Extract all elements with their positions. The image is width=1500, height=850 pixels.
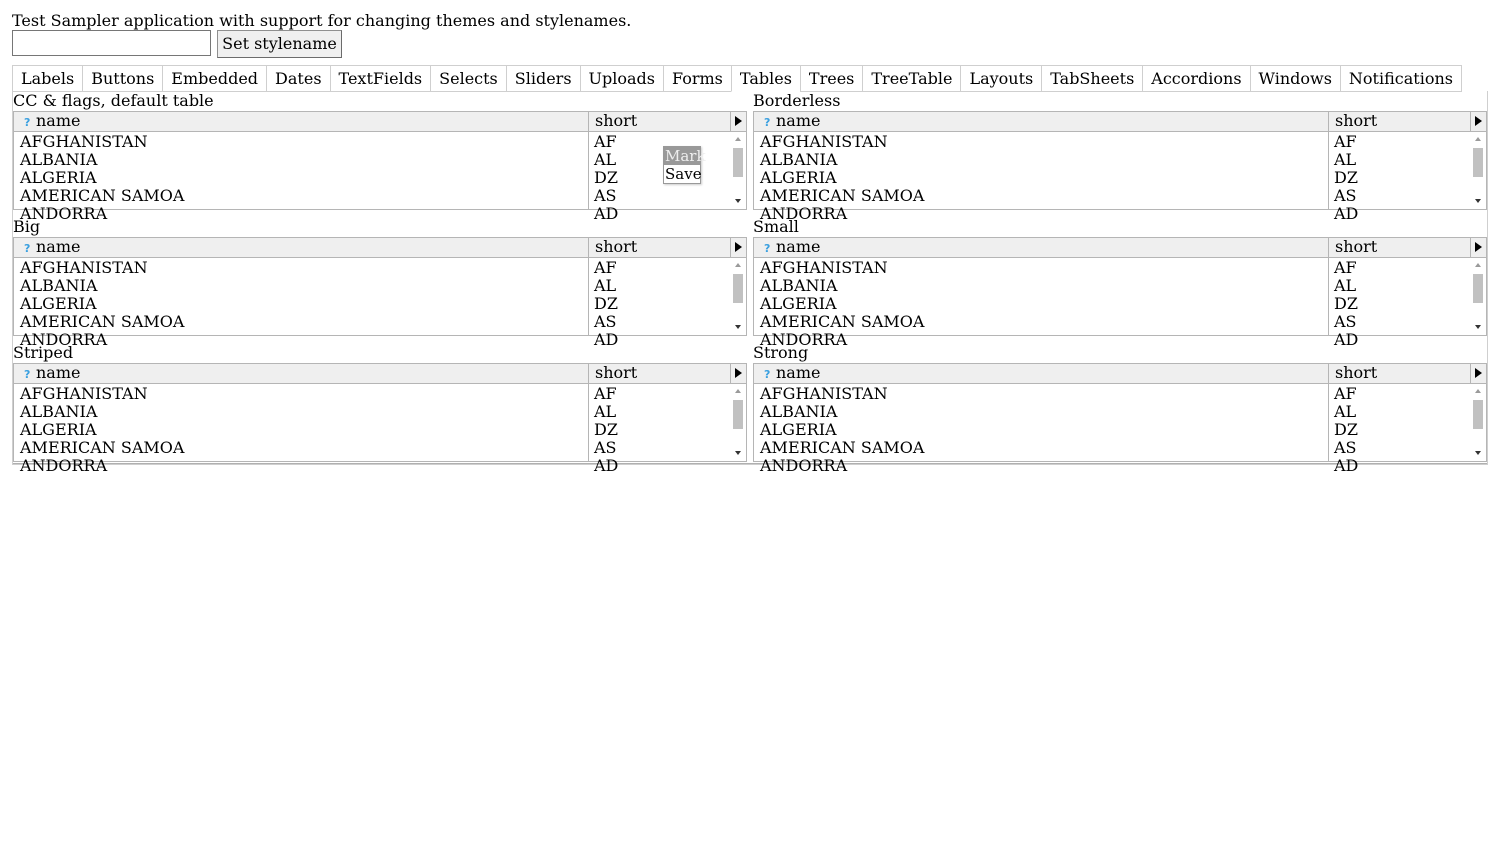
table-row[interactable]: [754, 439, 1454, 457]
table-row[interactable]: [754, 133, 1454, 151]
cell-short: DZ: [1334, 294, 1358, 313]
table-row[interactable]: [14, 151, 714, 169]
stylename-input[interactable]: [12, 30, 211, 56]
tab-buttons[interactable]: Buttons: [82, 66, 162, 92]
vertical-scrollbar[interactable]: [730, 132, 746, 209]
cell-name: ANDORRA: [20, 456, 108, 475]
tables-tab-content: [12, 91, 1488, 475]
table-panel-small: [753, 217, 1487, 349]
tab-tabsheets[interactable]: TabSheets: [1041, 66, 1142, 92]
table-row[interactable]: [14, 421, 714, 439]
cell-short: AF: [1334, 132, 1357, 151]
cell-short: AF: [1334, 258, 1357, 277]
help-icon[interactable]: ?: [24, 116, 31, 129]
table-small: [753, 237, 1487, 349]
context-menu: [663, 146, 706, 184]
column-header-name[interactable]: [754, 364, 1328, 383]
cell-name: AFGHANISTAN: [20, 384, 148, 403]
tab-tables[interactable]: Tables: [731, 66, 800, 92]
column-collapse-button[interactable]: [1470, 364, 1486, 383]
cell-short: AS: [594, 186, 617, 205]
scroll-up-arrow-icon[interactable]: [735, 389, 741, 393]
table-title: Big: [13, 217, 41, 236]
help-icon[interactable]: ?: [764, 116, 771, 129]
cell-name: AFGHANISTAN: [760, 384, 888, 403]
column-header-short[interactable]: short: [588, 112, 730, 131]
cell-name: ALBANIA: [760, 402, 838, 421]
vertical-scrollbar[interactable]: [1470, 258, 1486, 335]
cell-short: AD: [1334, 456, 1359, 475]
tab-bar: [12, 65, 1462, 92]
vertical-scrollbar[interactable]: [1470, 384, 1486, 461]
cell-name: ALGERIA: [20, 420, 97, 439]
table-header: [754, 112, 1486, 132]
triangle-right-icon: [1475, 116, 1482, 126]
cell-name: ALBANIA: [20, 276, 98, 295]
table-title: CC & flags, default table: [13, 91, 214, 110]
tab-dates[interactable]: Dates: [266, 66, 329, 92]
column-collapse-button[interactable]: [730, 238, 746, 257]
column-collapse-button[interactable]: [730, 364, 746, 383]
help-icon[interactable]: ?: [24, 368, 31, 381]
table-body: [14, 258, 730, 349]
scrollbar-thumb[interactable]: [1473, 400, 1483, 429]
cell-name: ANDORRA: [20, 204, 108, 223]
cell-name: ALBANIA: [20, 150, 98, 169]
column-header-name[interactable]: [14, 238, 588, 257]
cell-short: AS: [594, 312, 617, 331]
table-row[interactable]: [754, 187, 1454, 205]
scroll-up-arrow-icon[interactable]: [735, 137, 741, 141]
scroll-down-arrow-icon[interactable]: [1475, 325, 1481, 329]
scroll-up-arrow-icon[interactable]: [1475, 389, 1481, 393]
table-row[interactable]: [754, 295, 1454, 313]
table-row[interactable]: [14, 187, 714, 205]
column-header-name-label: name: [36, 363, 81, 382]
context-menu-item-mark[interactable]: Mark: [665, 147, 706, 165]
table-header: [754, 364, 1486, 384]
table-body: [14, 384, 730, 475]
cell-short: AF: [594, 132, 617, 151]
column-header-short[interactable]: short: [588, 238, 730, 257]
column-header-name-label: name: [776, 111, 821, 130]
cell-name: ANDORRA: [20, 330, 108, 349]
tab-embedded[interactable]: Embedded: [162, 66, 266, 92]
cell-short: AD: [1334, 330, 1359, 349]
table-title: Striped: [13, 343, 74, 362]
table-strong: [753, 363, 1487, 475]
triangle-right-icon: [735, 116, 742, 126]
table-row[interactable]: [14, 457, 714, 475]
scrollbar-thumb[interactable]: [1473, 148, 1483, 177]
table-borderless: [753, 111, 1487, 223]
help-icon[interactable]: ?: [24, 242, 31, 255]
table-header: [14, 112, 746, 132]
scroll-up-arrow-icon[interactable]: [1475, 263, 1481, 267]
tab-windows[interactable]: Windows: [1250, 66, 1340, 92]
table-row[interactable]: [14, 259, 714, 277]
table-row[interactable]: [14, 295, 714, 313]
set-stylename-button[interactable]: Set stylename: [217, 30, 342, 58]
tab-treetable[interactable]: TreeTable: [862, 66, 960, 92]
tab-forms[interactable]: Forms: [663, 66, 731, 92]
cell-short: AD: [594, 456, 619, 475]
table-panel-borderless: [753, 91, 1487, 223]
cell-short: AS: [594, 438, 617, 457]
column-header-short[interactable]: short: [1328, 364, 1470, 383]
cell-short: DZ: [594, 168, 618, 187]
triangle-right-icon: [735, 368, 742, 378]
cell-name: AMERICAN SAMOA: [760, 312, 925, 331]
table-row[interactable]: [754, 151, 1454, 169]
table-panel-cc-flags: [13, 91, 747, 223]
cell-name: ANDORRA: [760, 204, 848, 223]
table-body: [14, 132, 730, 223]
scroll-down-arrow-icon[interactable]: [735, 199, 741, 203]
tab-layouts[interactable]: Layouts: [960, 66, 1041, 92]
cell-short: DZ: [594, 294, 618, 313]
table-row[interactable]: [14, 403, 714, 421]
table-panel-strong: [753, 343, 1487, 475]
scroll-down-arrow-icon[interactable]: [735, 451, 741, 455]
cell-short: AL: [594, 150, 617, 169]
tab-textfields[interactable]: TextFields: [330, 66, 431, 92]
tab-sliders[interactable]: Sliders: [506, 66, 580, 92]
help-icon[interactable]: ?: [764, 242, 771, 255]
scroll-down-arrow-icon[interactable]: [1475, 199, 1481, 203]
table-row[interactable]: [14, 439, 714, 457]
cell-short: AL: [594, 276, 617, 295]
context-menu-item-save[interactable]: Save: [665, 165, 702, 183]
cell-short: AD: [1334, 204, 1359, 223]
cell-name: ALGERIA: [760, 294, 837, 313]
cell-name: AFGHANISTAN: [20, 132, 148, 151]
column-header-name[interactable]: [754, 112, 1328, 131]
table-row[interactable]: [14, 385, 714, 403]
column-collapse-button[interactable]: [1470, 238, 1486, 257]
tab-selects[interactable]: Selects: [430, 66, 506, 92]
cell-short: AD: [594, 330, 619, 349]
cell-name: AMERICAN SAMOA: [20, 186, 185, 205]
triangle-right-icon: [735, 242, 742, 252]
table-row[interactable]: [754, 313, 1454, 331]
cell-short: AS: [1334, 186, 1357, 205]
column-header-short[interactable]: short: [1328, 238, 1470, 257]
cell-name: AMERICAN SAMOA: [20, 438, 185, 457]
scrollbar-thumb[interactable]: [733, 148, 743, 177]
vertical-scrollbar[interactable]: [1470, 132, 1486, 209]
table-panel-big: [13, 217, 747, 349]
table-header: [14, 364, 746, 384]
cell-short: AF: [1334, 384, 1357, 403]
cell-name: ANDORRA: [760, 330, 848, 349]
tab-trees[interactable]: Trees: [800, 66, 862, 92]
cell-short: AL: [1334, 150, 1357, 169]
cell-name: ALGERIA: [20, 294, 97, 313]
cell-short: AS: [1334, 438, 1357, 457]
table-header: [14, 238, 746, 258]
vertical-scrollbar[interactable]: [730, 384, 746, 461]
cell-short: DZ: [1334, 168, 1358, 187]
table-row[interactable]: [754, 169, 1454, 187]
cell-short: AL: [594, 402, 617, 421]
column-collapse-button[interactable]: [1470, 112, 1486, 131]
table-row[interactable]: [14, 313, 714, 331]
help-icon[interactable]: ?: [764, 368, 771, 381]
cell-name: AMERICAN SAMOA: [760, 186, 925, 205]
table-row[interactable]: [754, 259, 1454, 277]
column-header-name[interactable]: [754, 238, 1328, 257]
table-row[interactable]: [14, 277, 714, 295]
table-row[interactable]: [754, 385, 1454, 403]
cell-name: ALGERIA: [20, 168, 97, 187]
cell-name: ALGERIA: [760, 420, 837, 439]
cell-short: AL: [1334, 276, 1357, 295]
scroll-up-arrow-icon[interactable]: [1475, 137, 1481, 141]
scrollbar-thumb[interactable]: [1473, 274, 1483, 303]
cell-name: AMERICAN SAMOA: [20, 312, 185, 331]
tab-accordions[interactable]: Accordions: [1142, 66, 1249, 92]
table-row[interactable]: [14, 169, 714, 187]
cell-short: AF: [594, 384, 617, 403]
cell-name: AMERICAN SAMOA: [760, 438, 925, 457]
column-header-name-label: name: [776, 363, 821, 382]
cell-name: ALBANIA: [20, 402, 98, 421]
scroll-down-arrow-icon[interactable]: [735, 325, 741, 329]
vertical-scrollbar[interactable]: [730, 258, 746, 335]
cell-name: AFGHANISTAN: [760, 258, 888, 277]
column-header-name[interactable]: [14, 364, 588, 383]
cell-name: ANDORRA: [760, 456, 848, 475]
triangle-right-icon: [1475, 368, 1482, 378]
cell-short: AF: [594, 258, 617, 277]
cell-short: DZ: [594, 420, 618, 439]
table-body: [754, 384, 1470, 475]
table-row[interactable]: [754, 403, 1454, 421]
triangle-right-icon: [1475, 242, 1482, 252]
column-header-name-label: name: [36, 111, 81, 130]
table-panel-striped: [13, 343, 747, 475]
cell-short: DZ: [1334, 420, 1358, 439]
cell-name: ALGERIA: [760, 168, 837, 187]
column-header-short[interactable]: short: [588, 364, 730, 383]
table-body: [754, 132, 1470, 223]
column-header-short[interactable]: short: [1328, 112, 1470, 131]
table-row[interactable]: [754, 421, 1454, 439]
column-header-name-label: name: [36, 237, 81, 256]
cell-short: AD: [594, 204, 619, 223]
tab-notifications[interactable]: Notifications: [1340, 66, 1461, 92]
scrollbar-thumb[interactable]: [733, 400, 743, 429]
cell-short: AS: [1334, 312, 1357, 331]
scroll-down-arrow-icon[interactable]: [1475, 451, 1481, 455]
table-title: Strong: [753, 343, 809, 362]
column-collapse-button[interactable]: [730, 112, 746, 131]
table-title: Small: [753, 217, 799, 236]
table-title: Borderless: [753, 91, 841, 110]
scrollbar-thumb[interactable]: [733, 274, 743, 303]
column-header-name-label: name: [776, 237, 821, 256]
tab-labels[interactable]: Labels: [12, 66, 82, 92]
table-header: [754, 238, 1486, 258]
table-striped: [13, 363, 747, 475]
tab-uploads[interactable]: Uploads: [580, 66, 663, 92]
table-row[interactable]: [754, 457, 1454, 475]
cell-name: ALBANIA: [760, 276, 838, 295]
cell-name: AFGHANISTAN: [20, 258, 148, 277]
table-cc-flags: [13, 111, 747, 223]
column-header-name[interactable]: [14, 112, 588, 131]
table-body: [754, 258, 1470, 349]
table-row[interactable]: [754, 277, 1454, 295]
scroll-up-arrow-icon[interactable]: [735, 263, 741, 267]
cell-short: AL: [1334, 402, 1357, 421]
cell-name: AFGHANISTAN: [760, 132, 888, 151]
table-row[interactable]: [14, 133, 714, 151]
intro-text: Test Sampler application with support for changing themes and stylenames.: [12, 11, 632, 30]
cell-name: ALBANIA: [760, 150, 838, 169]
table-big: [13, 237, 747, 349]
